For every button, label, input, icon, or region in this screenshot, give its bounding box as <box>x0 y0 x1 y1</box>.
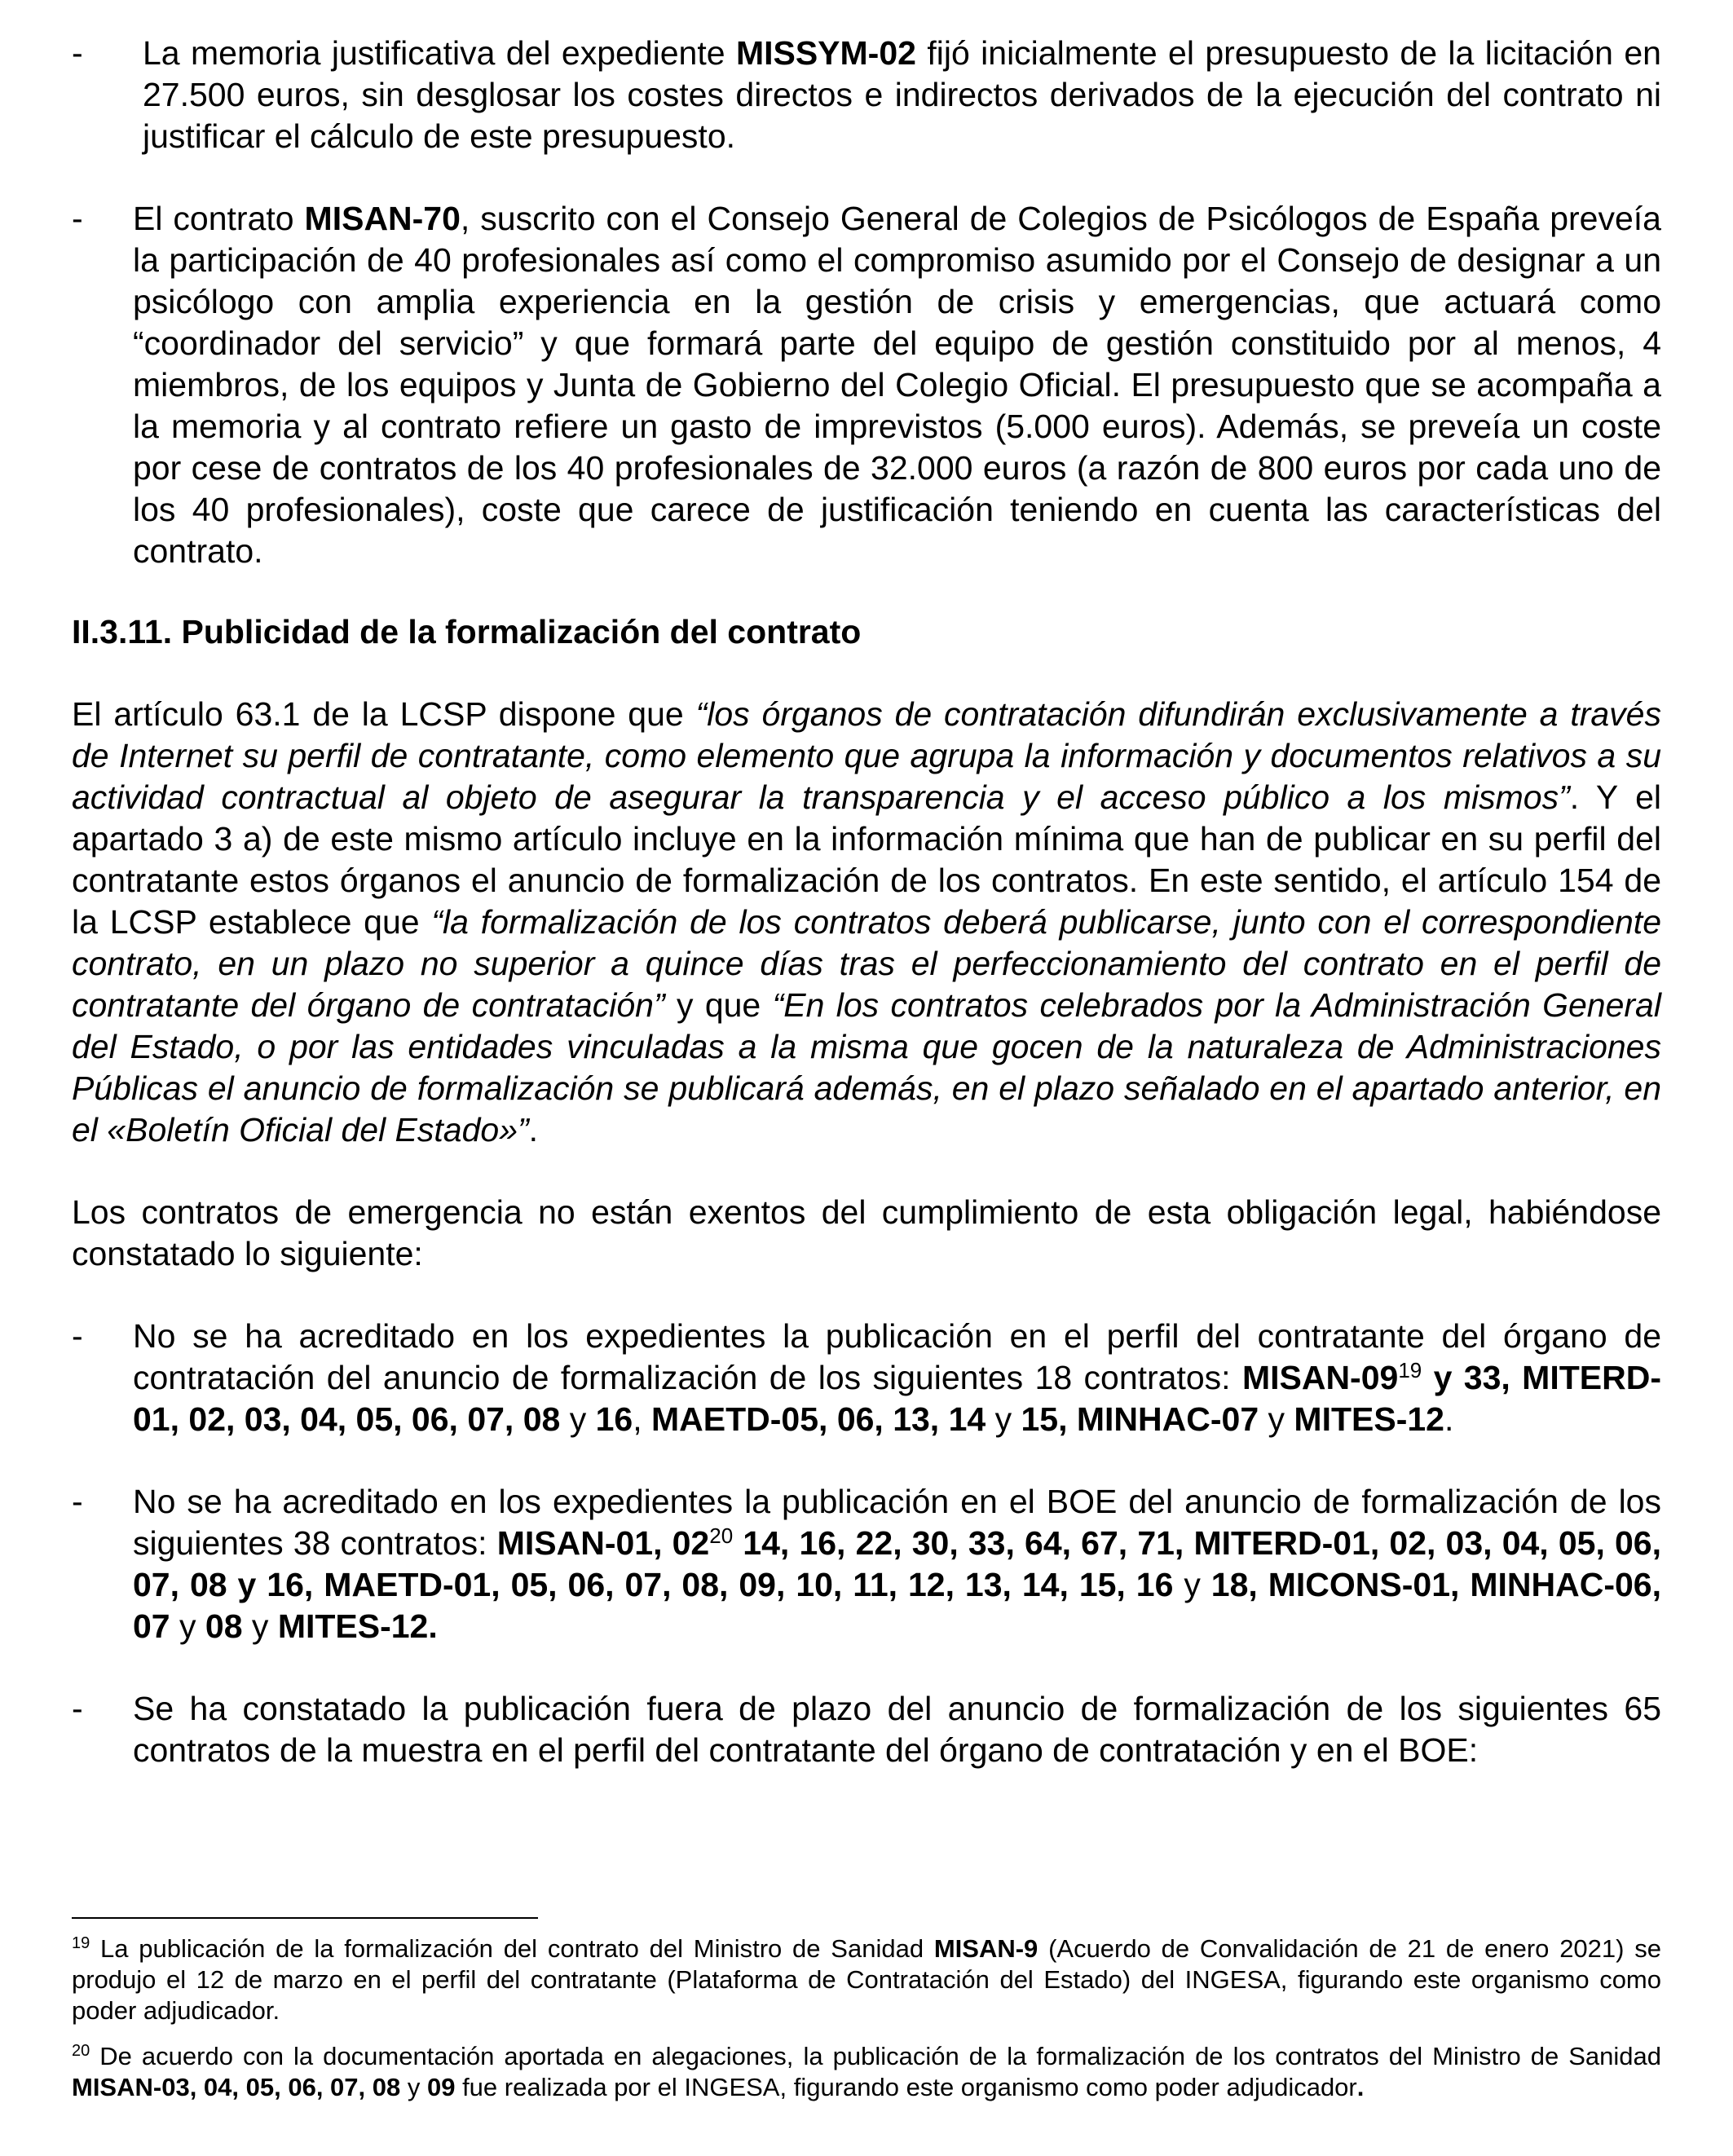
footnote-ref: 20 <box>709 1523 734 1548</box>
bullet-paragraph-missym <box>72 33 1661 157</box>
contract-code: 18, MICONS-01, MINHAC-06, 07 <box>133 1566 1661 1645</box>
text: . <box>1356 2073 1365 2101</box>
section-heading: II.3.11. Publicidad de la formalización del contrato <box>72 613 862 650</box>
paragraph-emergencia: Los contratos de emergencia no están exentos del cumplimiento de esta obligación legal, habiéndose constatado lo siguiente: <box>72 1193 1661 1272</box>
contract-code: 09 <box>426 2073 456 2101</box>
text: y <box>1259 1400 1294 1438</box>
paragraph-lcsp <box>72 694 1661 1151</box>
text: . <box>1444 1400 1454 1438</box>
contract-code: 15, MINHAC-07 <box>1021 1400 1259 1438</box>
bullet-paragraph-perfil <box>72 1316 1661 1440</box>
text: La memoria justificativa del expediente <box>143 34 736 72</box>
contract-code: MITES-12. <box>277 1607 438 1645</box>
bullet-dash: - <box>72 1317 83 1355</box>
contract-code: 14, 16, 22, 30, 33, 64, 67, 71, MITERD-01, 02, 03, 04, 05, 06, 07, 08 y 16, MAETD-01, 05, 06, 07, 08, 09, 10, 11, 12, 13, 14, 15, 16 <box>133 1524 1661 1603</box>
text: La publicación de la formalización del contrato del Ministro de Sanidad <box>90 1934 934 1963</box>
text: y <box>986 1400 1021 1438</box>
contract-code: 16 <box>595 1400 633 1438</box>
bullet-dash: - <box>72 200 83 237</box>
text: , <box>633 1400 652 1438</box>
text: No se ha acreditado en los expedientes la publicación en el perfil del contratante del órgano de contratación del anuncio de formalización de los siguientes 18 contratos: <box>133 1317 1661 1396</box>
text: y <box>1173 1566 1211 1603</box>
text: y <box>560 1400 596 1438</box>
contract-code: MITES-12 <box>1294 1400 1444 1438</box>
document-page <box>72 33 1661 1771</box>
bullet-paragraph-fuera-plazo <box>72 1688 1661 1771</box>
footnote-20 <box>72 2041 1661 2103</box>
footnote-19 <box>72 1933 1661 2026</box>
contract-code: MISAN-09 <box>1241 1359 1399 1396</box>
text: El contrato <box>133 200 305 237</box>
text: . <box>528 1111 539 1149</box>
text: fue realizada por el INGESA, figurando este organismo como poder adjudicador <box>455 2073 1357 2101</box>
text: , suscrito con el Consejo General de Colegios de Psicólogos de España preveía la participación de 40 profesionales así como el compromiso asumido por el Consejo de designar a un psicólogo con amplia experiencia en la gestión de crisis y emergencias, que actuará como “coordinador del servicio” y que formará parte del equipo de gestión constituido por al menos, 4 miembros, de los equipos y Junta de Gobierno del Colegio Oficial. El presupuesto que se acompaña a la memoria y al contrato refiere un gasto de imprevistos (5.000 euros). Además, se preveía un coste por cese de contratos de los 40 profesionales de 32.000 euros (a razón de 800 euros por cada uno de los 40 profesionales), coste que carece de justificación teniendo en cuenta las características del contrato. <box>133 200 1661 570</box>
text: y <box>170 1607 205 1645</box>
contract-code: MISAN-70 <box>304 200 461 237</box>
text: y que <box>664 986 773 1024</box>
footnote-number: 20 <box>72 2042 90 2060</box>
text: y <box>400 2073 427 2101</box>
text: No se ha acreditado en los expedientes la publicación en el BOE del anuncio de formalización de los siguientes 38 contratos: <box>133 1483 1661 1562</box>
footnote-separator <box>72 1917 538 1919</box>
quote: “En los contratos celebrados por la Administración General del Estado, o por las entidades vinculadas a la misma que gocen de la naturaleza de Administraciones Públicas el anuncio de formalización se publicará además, en el plazo señalado en el apartado anterior, en el «Boletín Oficial del Estado»” <box>72 986 1661 1149</box>
footnote-number: 19 <box>72 1934 90 1952</box>
quote: “la formalización de los contratos deberá publicarse, junto con el correspondiente contrato, en un plazo no superior a quince días tras el perfeccionamiento del contrato en el perfil de contratante del órgano de contratación” <box>72 903 1662 1024</box>
contract-code: MISAN-01, 02 <box>496 1524 710 1562</box>
text: Se ha constatado la publicación fuera de plazo del anuncio de formalización de los siguientes 65 contratos de la muestra en el perfil del contratante del órgano de contratación y en el BOE: <box>133 1690 1661 1769</box>
text: fijó inicialmente el presupuesto de la licitación en 27.500 euros, sin desglosar los costes directos e indirectos derivados de la ejecución del contrato ni justificar el cálculo de este presupuesto. <box>143 34 1661 155</box>
contract-code: MISSYM-02 <box>735 34 916 72</box>
quote: “los órganos de contratación difundirán exclusivamente a través de Internet su perfil de contratante, como elemento que agrupa la información y documentos relativos a su actividad contractual al objeto de asegurar la transparencia y el acceso público a los mismos” <box>72 695 1661 816</box>
contract-code: y 33, MITERD-01, 02, 03, 04, 05, 06, 07, 08 <box>133 1359 1661 1438</box>
contract-code: MISAN-03, 04, 05, 06, 07, 08 <box>72 2073 401 2101</box>
text: . Y el apartado 3 a) de este mismo artículo incluye en la información mínima que han de publicar en su perfil del contratante estos órganos el anuncio de formalización de los contratos. En este sentido, el artículo 154 de la LCSP establece que <box>72 778 1661 941</box>
bullet-paragraph-boe <box>72 1481 1661 1647</box>
contract-code: MISAN-9 <box>933 1934 1038 1963</box>
text: y <box>242 1607 278 1645</box>
bullet-dash: - <box>72 1690 83 1727</box>
contract-code: 08 <box>205 1607 243 1645</box>
text: (Acuerdo de Convalidación de 21 de enero 2021) se produjo el 12 de marzo en el perfil del contratante (Plataforma de Contratación del Estado) del INGESA, figurando este organismo como poder adjudicador. <box>72 1934 1661 2025</box>
footnote-ref: 19 <box>1398 1358 1422 1382</box>
bullet-paragraph-misan70 <box>72 198 1661 572</box>
footnotes <box>72 1933 1661 2103</box>
bullet-dash: - <box>72 34 83 72</box>
text: El artículo 63.1 de la LCSP dispone que <box>72 695 696 733</box>
bullet-dash: - <box>72 1483 83 1520</box>
text: De acuerdo con la documentación aportada en alegaciones, la publicación de la formalización de los contratos del Ministro de Sanidad <box>90 2042 1661 2070</box>
contract-code: MAETD-05, 06, 13, 14 <box>651 1400 986 1438</box>
